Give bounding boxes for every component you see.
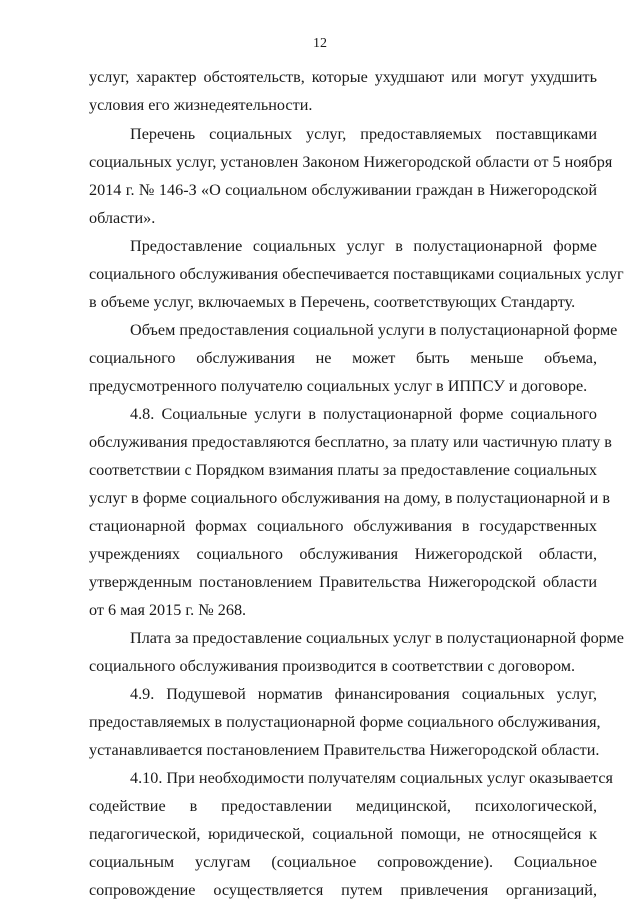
text-line: утвержденным постановлением Правительства Нижегородской области: [89, 573, 597, 591]
text-line: Предоставление социальных услуг в полустационарной форме: [130, 237, 597, 255]
text-line: от 6 мая 2015 г. № 268.: [89, 601, 247, 619]
text-line: соответствии с Порядком взимания платы за предоставление социальных: [89, 461, 597, 479]
text-line: Плата за предоставление социальных услуг в полустационарной форме: [130, 629, 624, 647]
page-number: 12: [313, 36, 327, 51]
text-line: условия его жизнедеятельности.: [89, 96, 313, 114]
text-line: социального обслуживания производится в соответствии с договором.: [89, 657, 576, 675]
text-line: в объеме услуг, включаемых в Перечень, соответствующих Стандарту.: [89, 293, 576, 311]
text-line: области».: [89, 209, 156, 227]
text-line: Перечень социальных услуг, предоставляемых поставщиками: [130, 125, 597, 143]
text-line: обслуживания предоставляются бесплатно, за плату или частичную плату в: [89, 433, 612, 451]
text-line: социального обслуживания не может быть меньше объема,: [89, 349, 597, 367]
text-line: содействие в предоставлении медицинской, психологической,: [89, 797, 597, 815]
text-line: стационарной формах социального обслуживания в государственных: [89, 517, 597, 535]
text-line: 4.9. Подушевой норматив финансирования социальных услуг,: [130, 685, 597, 703]
text-line: 2014 г. № 146-З «О социальном обслуживании граждан в Нижегородской: [89, 181, 597, 199]
text-line: социального обслуживания обеспечивается поставщиками социальных услуг: [89, 265, 624, 283]
text-line: 4.10. При необходимости получателям социальных услуг оказывается: [130, 769, 613, 787]
text-line: 4.8. Социальные услуги в полустационарной форме социального: [130, 405, 597, 423]
text-line: услуг, характер обстоятельств, которые ухудшают или могут ухудшить: [89, 68, 597, 86]
text-line: учреждениях социального обслуживания Нижегородской области,: [89, 545, 597, 563]
text-line: социальных услуг, установлен Законом Нижегородской области от 5 ноября: [89, 153, 613, 171]
text-line: устанавливается постановлением Правительства Нижегородской области.: [89, 741, 600, 759]
text-line: предоставляемых в полустационарной форме социального обслуживания,: [89, 713, 601, 731]
text-line: Объем предоставления социальной услуги в полустационарной форме: [130, 321, 618, 339]
text-line: предусмотренного получателю социальных услуг в ИППСУ и договоре.: [89, 377, 588, 395]
text-line: сопровождение осуществляется путем привлечения организаций,: [89, 881, 597, 899]
text-line: социальным услугам (социальное сопровождение). Социальное: [89, 853, 597, 871]
text-line: педагогической, юридической, социальной помощи, не относящейся к: [89, 825, 597, 843]
text-line: услуг в форме социального обслуживания на дому, в полустационарной и в: [89, 489, 610, 507]
